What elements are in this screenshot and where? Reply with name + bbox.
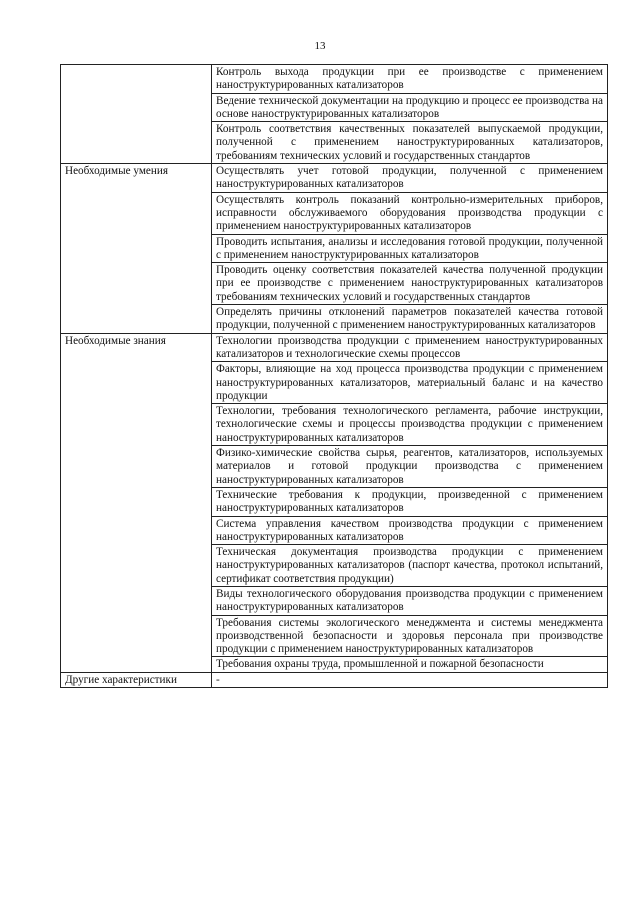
table-cell: Ведение технической документации на продукцию и процесс ее производства на основе наноструктурированных катализаторов (212, 93, 608, 122)
table-cell: Технические требования к продукции, произведенной с применением наноструктурированных катализаторов (212, 487, 608, 516)
table-cell: Факторы, влияющие на ход процесса производства продукции с применением наноструктурированных катализаторов, материальный баланс и на качество продукции (212, 362, 608, 404)
table-cell: Требования охраны труда, промышленной и пожарной безопасности (212, 657, 608, 672)
table-cell: Контроль выхода продукции при ее производстве с применением наноструктурированных катализаторов (212, 65, 608, 94)
table-cell: Требования системы экологического менеджмента и системы менеджмента производственной безопасности и здоровья персонала при производстве продукции с применением наноструктурированных катализаторов (212, 615, 608, 657)
table-cell: Осуществлять контроль показаний контрольно-измерительных приборов, исправности обслуживаемого оборудования производства продукции с применением наноструктурированных катализаторов (212, 192, 608, 234)
row-label-knowledge: Необходимые знания (61, 333, 212, 672)
table-row (61, 164, 608, 193)
table-cell: Проводить испытания, анализы и исследования готовой продукции, полученной с применением наноструктурированных катализаторов (212, 234, 608, 263)
table-cell: Виды технологического оборудования производства продукции с применением наноструктурированных катализаторов (212, 586, 608, 615)
table-cell: Определять причины отклонений параметров показателей качества готовой продукции, полученной с применением наноструктурированных катализаторов (212, 305, 608, 334)
table-cell: - (212, 672, 608, 687)
table-row (61, 672, 608, 687)
table-cell: Проводить оценку соответствия показателей качества полученной продукции при ее производстве с применением наноструктурированных катализаторов требованиям технических условий и государственных стандартов (212, 263, 608, 305)
table-cell: Система управления качеством производства продукции с применением наноструктурированных катализаторов (212, 516, 608, 545)
table-cell: Физико-химические свойства сырья, реагентов, катализаторов, используемых материалов и готовой продукции производства с применением наноструктурированных катализаторов (212, 446, 608, 488)
table-cell: Контроль соответствия качественных показателей выпускаемой продукции, полученной с применением наноструктурированных катализаторов, требованиям технических условий и государственных стандартов (212, 122, 608, 164)
competency-table (60, 64, 608, 688)
table-cell: Технологии, требования технологического регламента, рабочие инструкции, технологические схемы и процессы производства продукции с применением наноструктурированных катализаторов (212, 404, 608, 446)
table-row (61, 333, 608, 362)
table-cell: Технологии производства продукции с применением наноструктурированных катализаторов и технологические схемы процессов (212, 333, 608, 362)
row-label-other: Другие характеристики (61, 672, 212, 687)
table-cell: Техническая документация производства продукции с применением наноструктурированных катализаторов (паспорт качества, протокол испытаний, сертификат соответствия продукции) (212, 545, 608, 587)
page-number: 13 (314, 40, 326, 52)
row-label (61, 65, 212, 164)
table-row (61, 65, 608, 94)
table-cell: Осуществлять учет готовой продукции, полученной с применением наноструктурированных катализаторов (212, 164, 608, 193)
row-label-skills: Необходимые умения (61, 164, 212, 334)
